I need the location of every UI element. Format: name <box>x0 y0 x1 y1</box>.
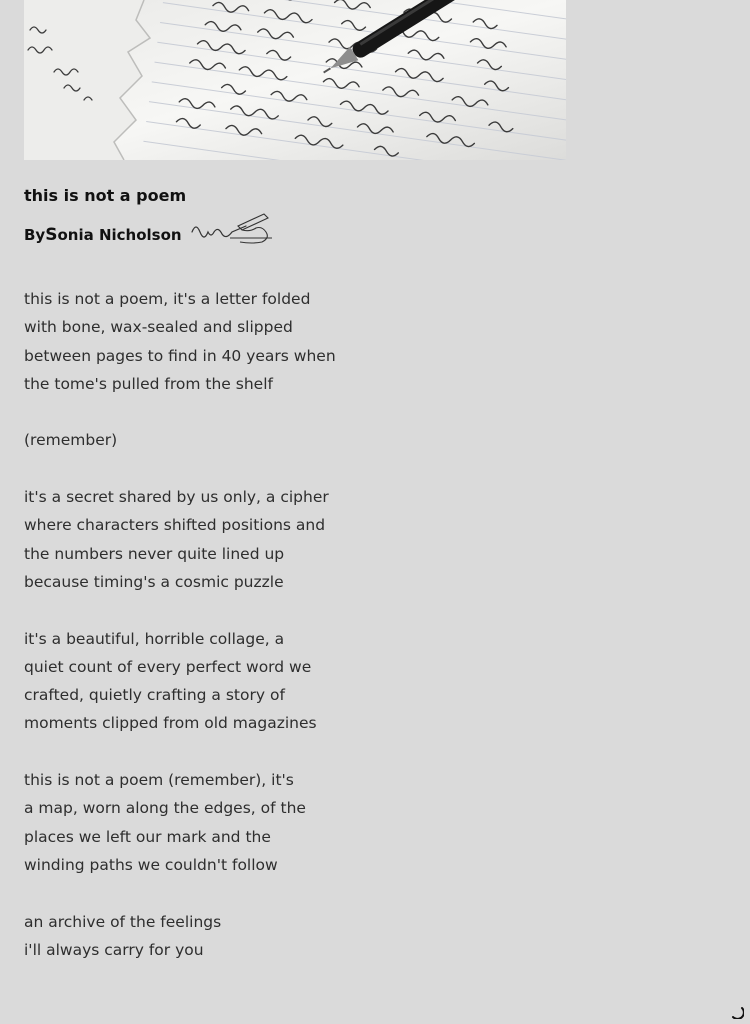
poem-line: an archive of the feelings <box>24 912 222 931</box>
poem-line: (remember) <box>24 431 118 450</box>
hero-image-handwritten-letter <box>24 0 566 160</box>
poem-line: the tome's pulled from the shelf <box>24 374 273 393</box>
poem-line: this is not a poem, it's a letter folded <box>24 290 311 308</box>
poem-stanza-2 <box>24 426 584 454</box>
handwritten-letter-photo <box>24 0 566 160</box>
handwriting-signature-icon <box>190 212 274 250</box>
poem-line: moments clipped from old magazines <box>24 714 317 733</box>
poem-line: this is not a poem (remember), it's <box>24 771 294 790</box>
poem-line: the numbers never quite lined up <box>24 544 285 563</box>
poem-line: quiet count of every perfect word we <box>24 657 312 676</box>
poem-body <box>24 285 584 992</box>
poem-line: with bone, wax-sealed and slipped <box>24 318 293 337</box>
poem-stanza-6 <box>24 908 584 965</box>
poem-stanza-5 <box>24 766 584 879</box>
post-title: this is not a poem <box>24 186 187 205</box>
poem-line: between pages to find in 40 years when <box>24 346 336 365</box>
poem-stanza-4 <box>24 625 584 738</box>
poem-line: a map, worn along the edges, of the <box>24 799 306 818</box>
poem-line: where characters shifted positions and <box>24 516 326 535</box>
poem-stanza-3 <box>24 483 584 596</box>
author-name: onia Nicholson <box>57 226 182 244</box>
poem-line: i'll always carry for you <box>24 940 204 959</box>
poem-stanza-1 <box>24 285 584 398</box>
author-initial: S <box>45 225 58 245</box>
poem-line: because timing's a cosmic puzzle <box>24 572 284 591</box>
poem-line: places we left our mark and the <box>24 827 271 846</box>
author-byline <box>24 220 274 250</box>
poem-line: it's a beautiful, horrible collage, a <box>24 629 285 648</box>
poem-line: it's a secret shared by us only, a cipher <box>24 488 329 507</box>
byline-prefix: By <box>24 226 46 244</box>
loading-spinner-icon <box>730 1004 744 1018</box>
poem-line: crafted, quietly crafting a story of <box>24 686 285 705</box>
poem-line: winding paths we couldn't follow <box>24 855 278 874</box>
